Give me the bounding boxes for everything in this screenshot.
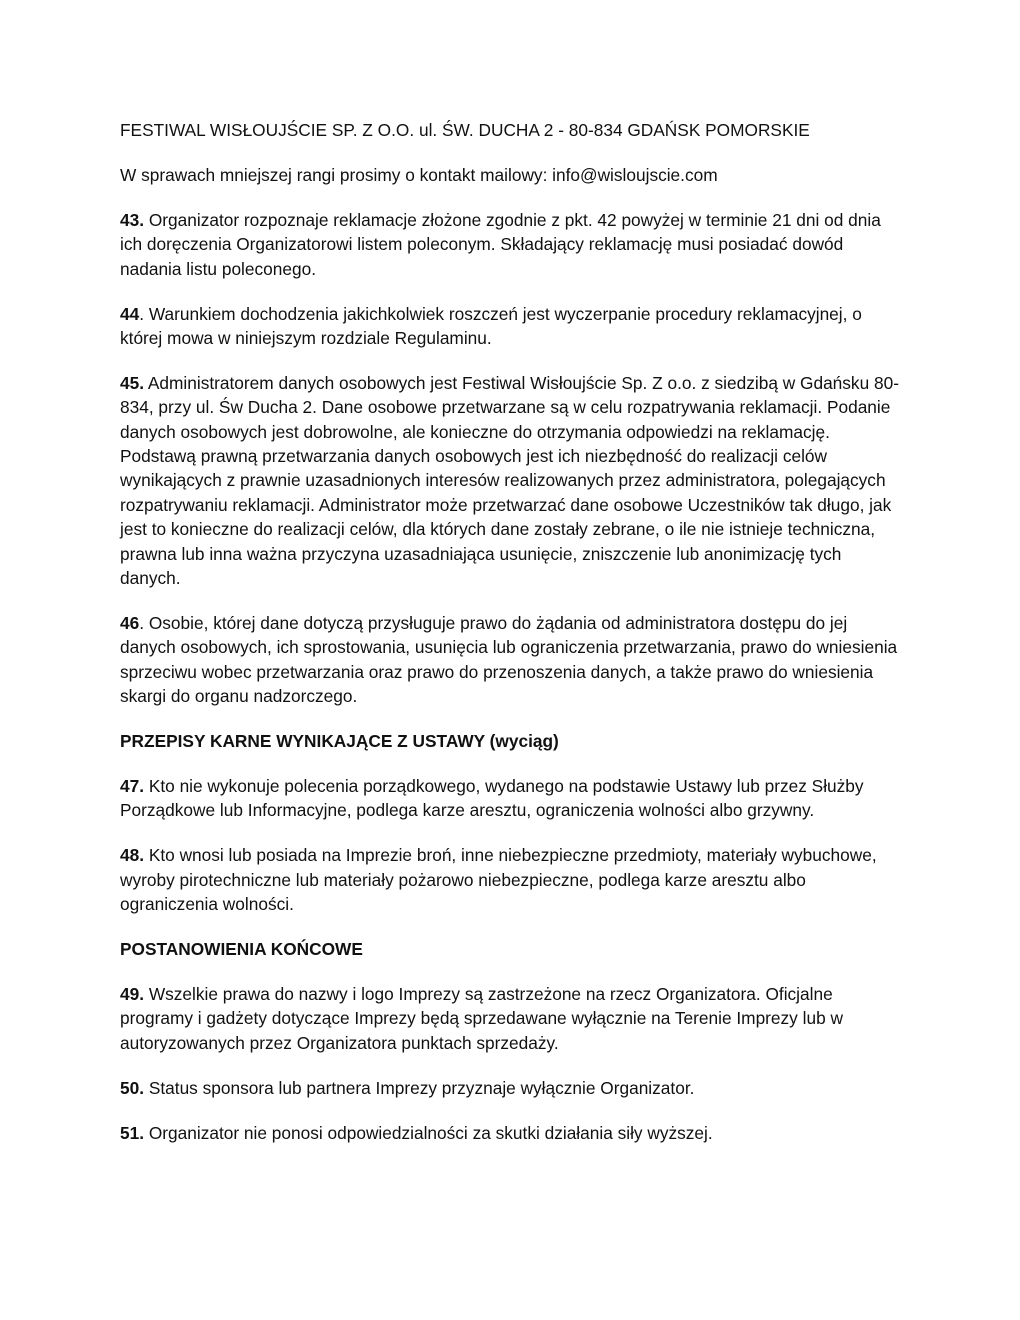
paragraph-51 (120, 1121, 905, 1145)
paragraph-50 (120, 1076, 905, 1100)
paragraph-number: 47. (120, 776, 145, 797)
paragraph-47 (120, 774, 905, 823)
paragraph-number: 51. (120, 1122, 145, 1143)
paragraph-45 (120, 371, 905, 591)
contact-line: W sprawach mniejszej rangi prosimy o kontakt mailowy: info@wisloujscie.com (120, 164, 718, 185)
paragraph-text: Administratorem danych osobowych jest Festiwal Wisłoujście Sp. Z o.o. z siedzibą w Gdańsku 80-834, przy ul. Św Ducha 2. Dane osobowe przetwarzane są w celu rozpatrywania reklamacji. Podanie danych osobowych jest dobrowolne, ale konieczne do otrzymania odpowiedzi na reklamację. Podstawą prawną przetwarzania danych osobowych jest ich niezbędność do realizacji celów wynikających z prawnie uzasadnionych interesów realizowanych przez administratora, polegających rozpatrywaniu reklamacji. Administrator może przetwarzać dane osobowe Uczestników tak długo, jak jest to konieczne do realizacji celów, dla których dane zostały zebrane, o ile nie istnieje techniczna, prawna lub inna ważna przyczyna uzasadniająca usunięcie, zniszczenie lub anonimizację tych danych. (120, 372, 899, 589)
paragraph-number: 50. (120, 1077, 145, 1098)
paragraph-text: Wszelkie prawa do nazwy i logo Imprezy są zastrzeżone na rzecz Organizatora. Oficjalne programy i gadżety dotyczące Imprezy będą sprzedawane wyłącznie na Terenie Imprezy lub w autoryzowanych przez Organizatora punktach sprzedaży. (120, 983, 843, 1053)
paragraph-text: . Osobie, której dane dotyczą przysługuje prawo do żądania od administratora dostępu do jej danych osobowych, ich sprostowania, usunięcia lub ograniczenia przetwarzania, prawo do wniesienia sprzeciwu wobec przetwarzania oraz prawo do przenoszenia danych, a także prawo do wniesienia skargi do organu nadzorczego. (120, 613, 898, 707)
paragraph-number: 43. (120, 209, 145, 230)
paragraph-text: Organizator rozpoznaje reklamacje złożone zgodnie z pkt. 42 powyżej w terminie 21 dni od dnia ich doręczenia Organizatorowi listem poleconym. Składający reklamację musi posiadać dowód nadania listu poleconego. (120, 209, 881, 279)
paragraph-43 (120, 208, 905, 281)
paragraph-44 (120, 302, 905, 351)
paragraph-text: . Warunkiem dochodzenia jakichkolwiek roszczeń jest wyczerpanie procedury reklamacyjnej, o której mowa w niniejszym rozdziale Regulaminu. (120, 303, 862, 348)
address-line: FESTIWAL WISŁOUJŚCIE SP. Z O.O. ul. ŚW. DUCHA 2 - 80-834 GDAŃSK POMORSKIE (120, 120, 810, 140)
paragraph-48 (120, 843, 905, 916)
paragraph-49 (120, 982, 905, 1055)
paragraph-text: Kto nie wykonuje polecenia porządkowego, wydanego na podstawie Ustawy lub przez Służby Porządkowe lub Informacyjne, podlega karze aresztu, ograniczenia wolności albo grzywny. (120, 776, 864, 821)
paragraph-text: Kto wnosi lub posiada na Imprezie broń, inne niebezpieczne przedmioty, materiały wybuchowe, wyroby pirotechniczne lub materiały pożarowo niebezpieczne, podlega karze aresztu albo ograniczenia wolności. (120, 845, 877, 915)
section-heading-penal: PRZEPISY KARNE WYNIKAJĄCE Z USTAWY (wyciąg) (120, 731, 559, 752)
document-page (120, 118, 905, 1166)
paragraph-number: 44 (120, 303, 140, 324)
section-heading-final: POSTANOWIENIA KOŃCOWE (120, 939, 363, 960)
paragraph-number: 49. (120, 983, 145, 1004)
paragraph-text: Organizator nie ponosi odpowiedzialności za skutki działania siły wyższej. (144, 1122, 713, 1143)
paragraph-text: Status sponsora lub partnera Imprezy przyznaje wyłącznie Organizator. (144, 1077, 695, 1098)
paragraph-number: 46 (120, 613, 140, 633)
paragraph-46 (120, 611, 905, 709)
paragraph-number: 48. (120, 845, 145, 866)
paragraph-number: 45. (120, 372, 145, 393)
